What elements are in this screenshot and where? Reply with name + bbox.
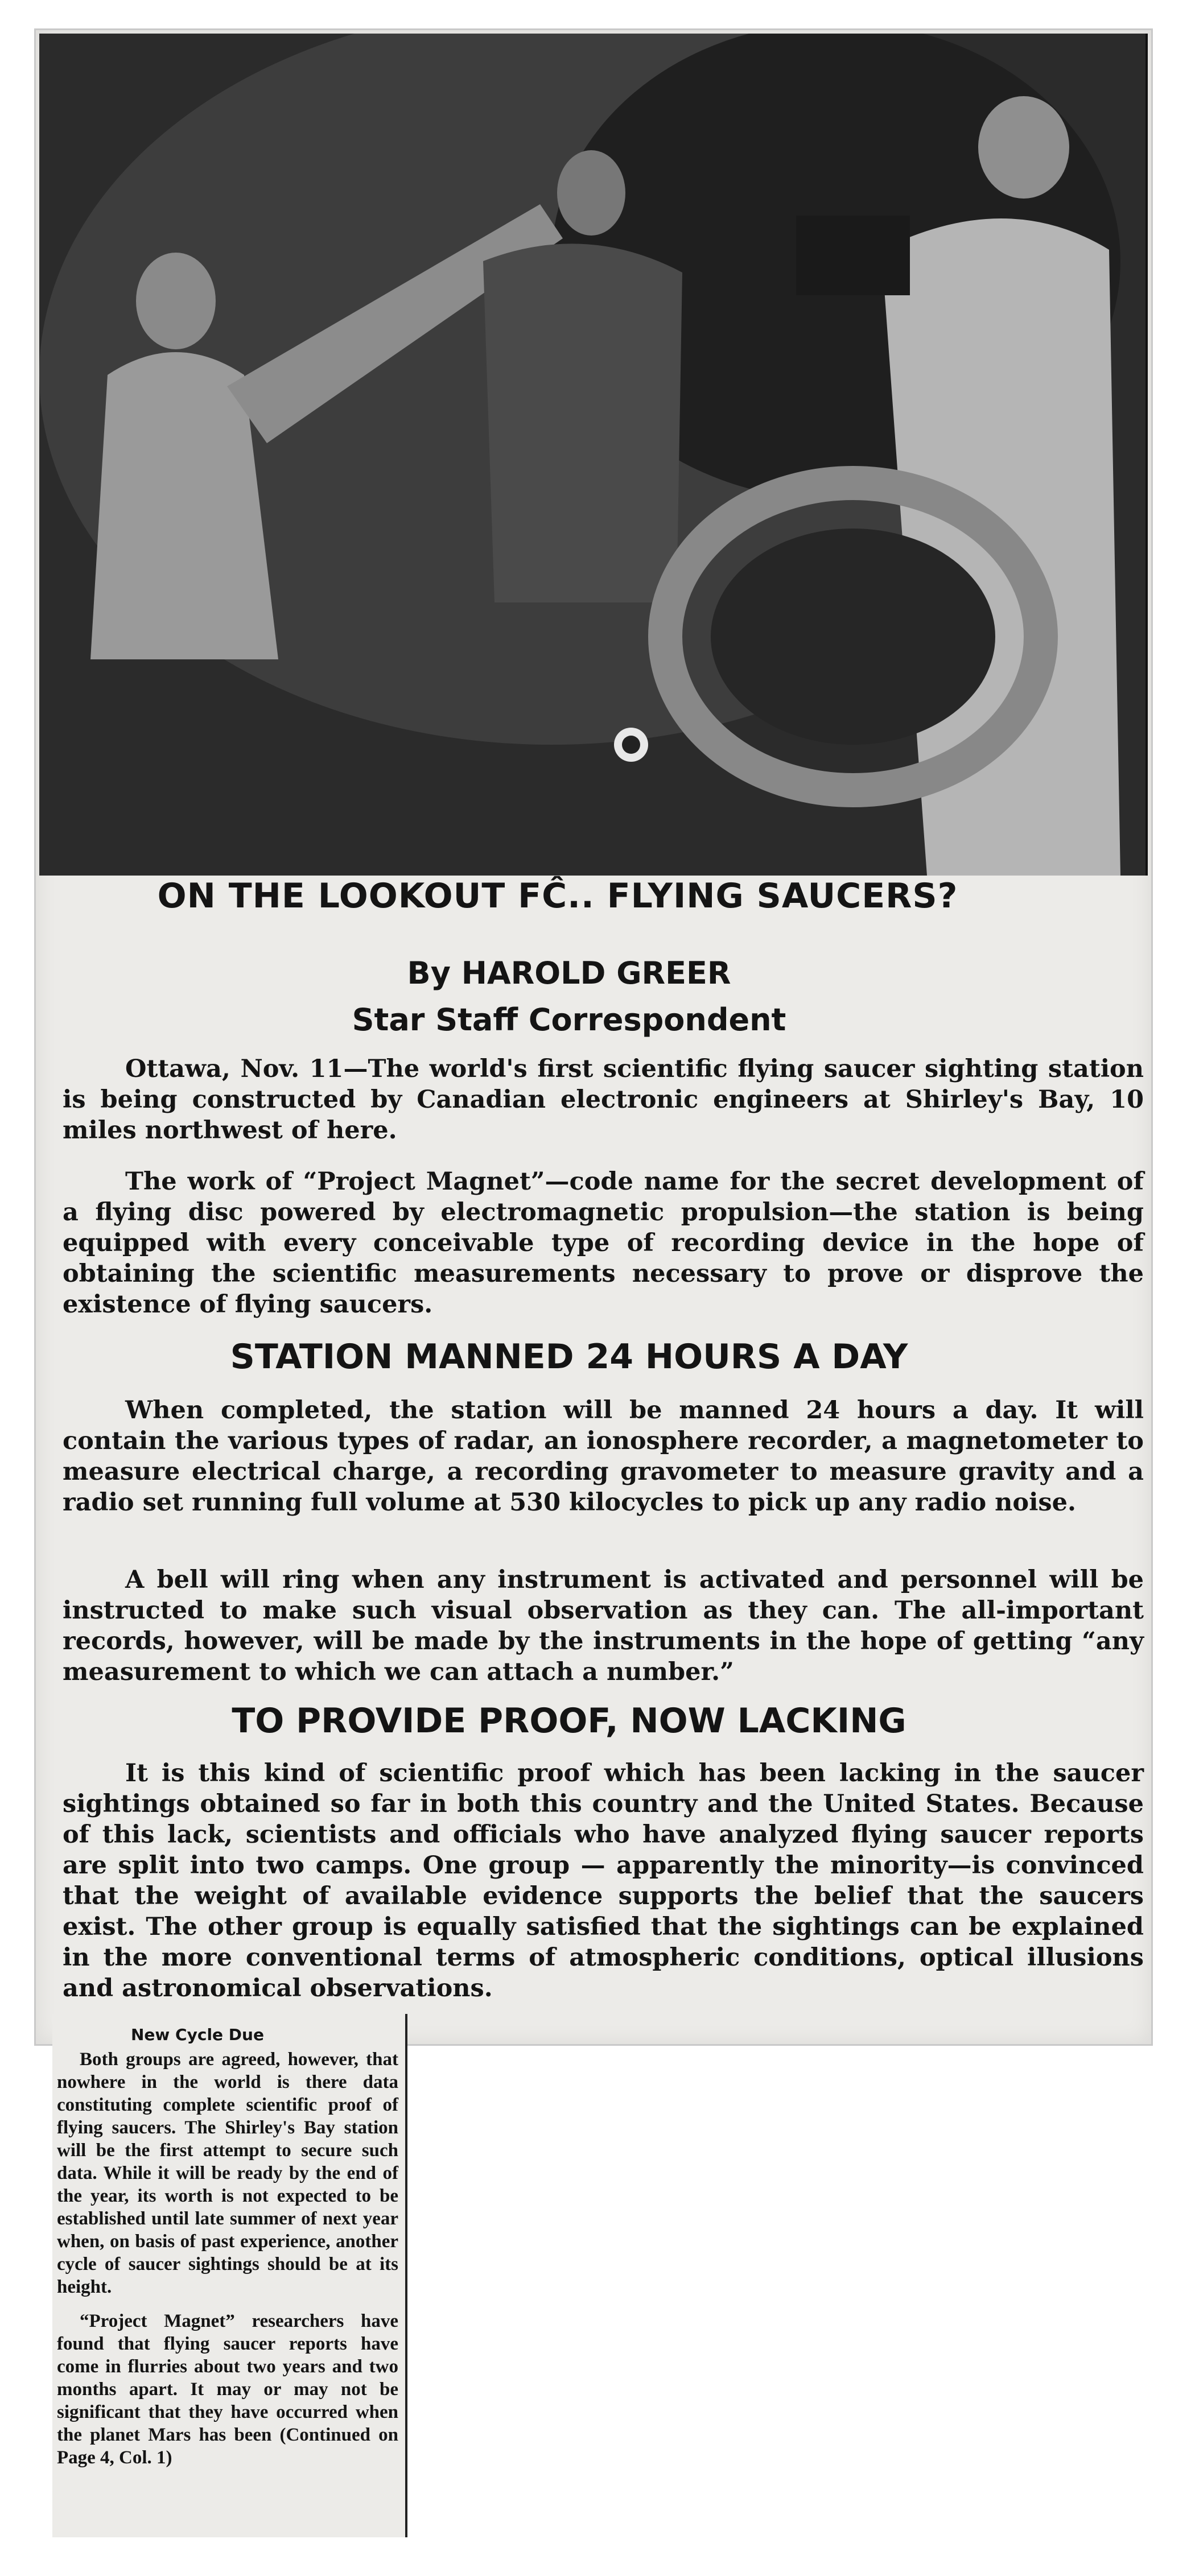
author-byline: By HAROLD GREER <box>407 955 731 991</box>
article-photo <box>39 34 1148 876</box>
byline-block <box>228 950 910 1043</box>
column-title: New Cycle Due <box>131 2025 264 2044</box>
staff-credit: Star Staff Correspondent <box>352 1002 786 1038</box>
paragraph-station-1: When completed, the station will be manned 24 hours a day. It will contain the various types of radar, an ionosphere recorder, a magnetometer to measure electrical charge, a recording gravometer to measure gravity and a radio set running full volume at 530 kilocycles to pick up any radio noise. <box>63 1396 1144 1517</box>
column-paragraph-2: “Project Magnet” researchers have found that flying saucer reports have come in flurries about two years and two months apart. It may or may not be significant that they have occurred when the planet Mars has been (Continued on Page 4, Col. 1) <box>57 2311 398 2468</box>
photo-illustration <box>39 34 1145 876</box>
paragraph-station-2: A bell will ring when any instrument is activated and personnel will be instructed to make such visual observation as they can. The all-important records, however, will be made by the instruments in the hope of getting “any measurement to which we can attach a number.” <box>63 1566 1144 1686</box>
paragraph-intro-2: The work of “Project Magnet”—code name for the secret development of a flying disc powered by electromagnetic propulsion—the station is being equipped with every conceivable type of recording device in the hope of obtaining the scientific measurements necessary to prove or disprove the existence of flying saucers. <box>63 1167 1144 1319</box>
headline: ON THE LOOKOUT FĈ.. FLYING SAUCERS? <box>157 876 958 916</box>
subhead-station-manned: STATION MANNED 24 HOURS A DAY <box>230 1337 908 1377</box>
paragraph-proof-1: It is this kind of scientific proof which has been lacking in the saucer sightings obtained so far in both this country and the United States. Because of this lack, scientists and officials who have analyzed flying saucer reports are split into two camps. One group — apparently the minority—is convinced that the weight of available evidence supports the belief that the saucers exist. The other group is equally satisfied that the sightings can be explained in the more conventional terms of atmospheric conditions, optical illusions and astronomical observations. <box>63 1759 1144 2003</box>
subhead-provide-proof: TO PROVIDE PROOF, NOW LACKING <box>232 1701 906 1741</box>
paragraph-intro-1: Ottawa, Nov. 11—The world's first scientific flying saucer sighting station is being constructed by Canadian electronic engineers at Shirley's Bay, 10 miles northwest of here. <box>63 1055 1144 1145</box>
column-paragraph-1: Both groups are agreed, however, that nowhere in the world is there data constituting complete scientific proof of flying saucers. The Shirley's Bay station will be the first attempt to secure such data. While it will be ready by the end of the year, its worth is not expected to be established until late summer of next year when, on basis of past experience, another cycle of saucer sightings should be at its height. <box>57 2049 398 2297</box>
